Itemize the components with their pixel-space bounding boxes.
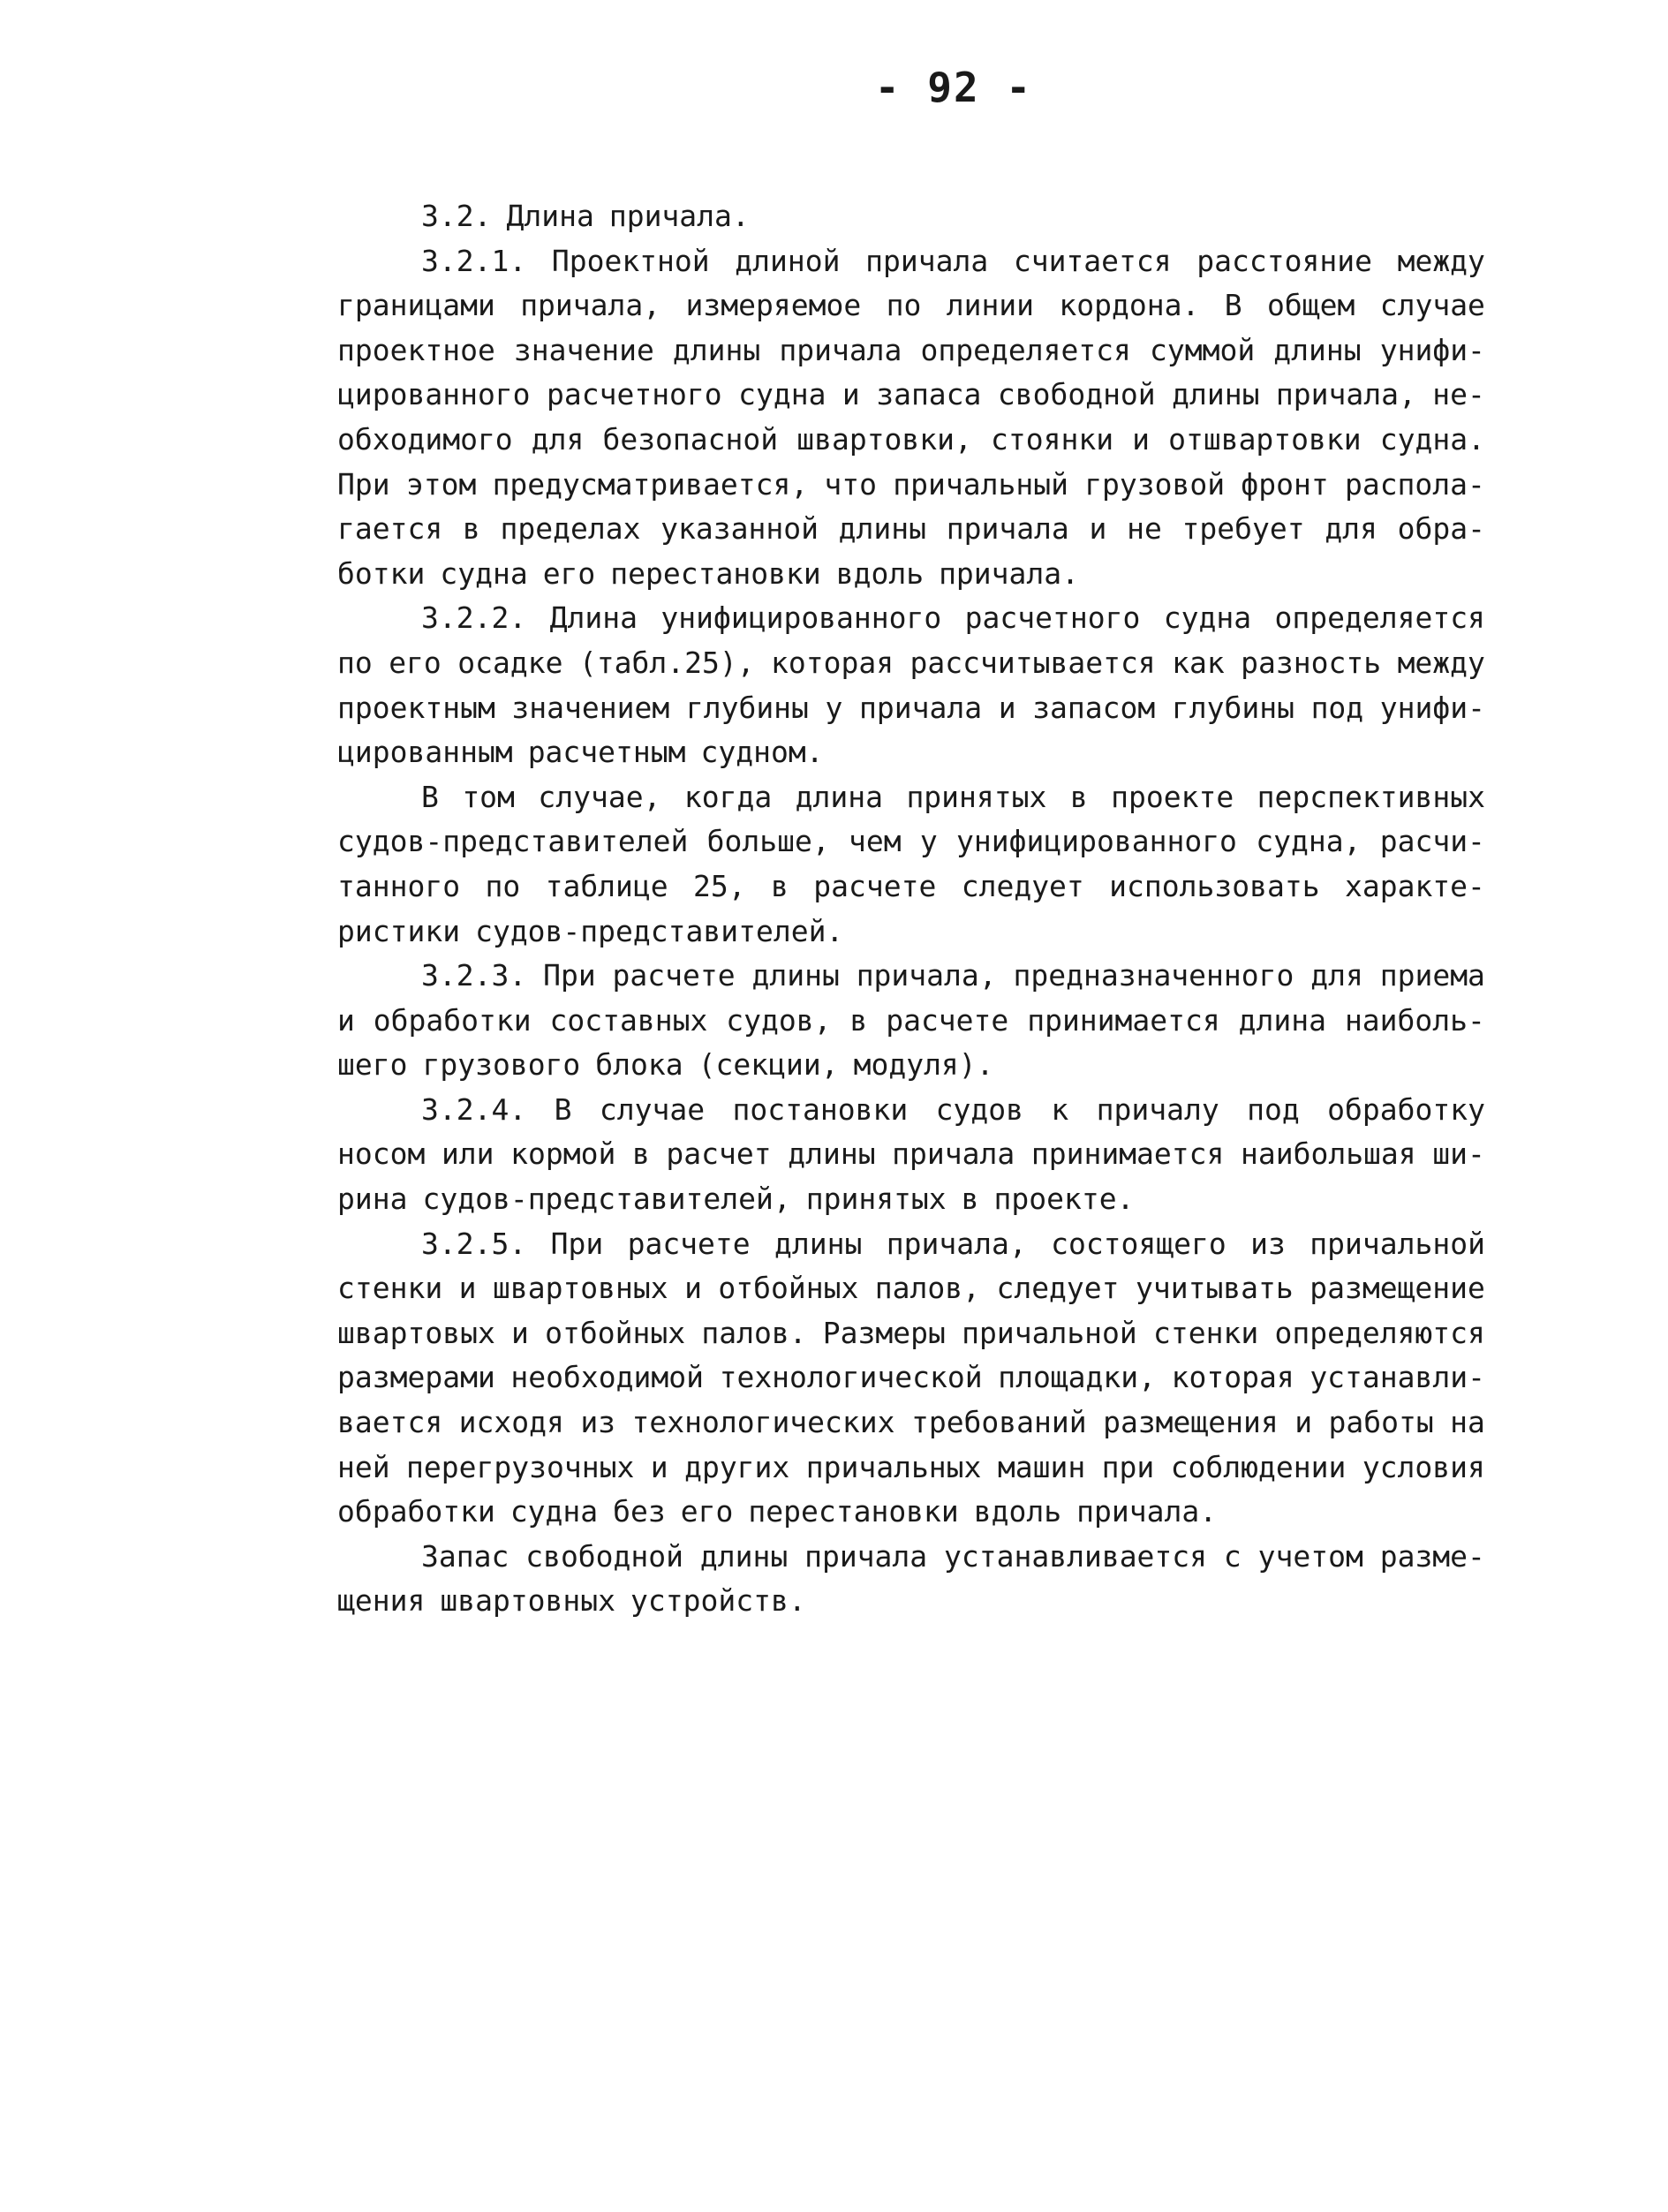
text-line: границами причала, измеряемое по линии кордона. В общем случае (337, 288, 1485, 323)
text-line: стенки и швартовных и отбойных палов, следует учитывать размещение (337, 1271, 1485, 1306)
text-line: танного по таблице 25, в расчете следует использовать характе- (337, 868, 1485, 903)
text-line: В том случае, когда длина принятых в проекте перспективных (421, 779, 1485, 814)
text-line: ней перегрузочных и других причальных машин при соблюдении условия (337, 1449, 1485, 1484)
text-line: ботки судна его перестановки вдоль причала. (337, 555, 1080, 591)
text-line: вается исходя из технологических требований размещения и работы на (337, 1405, 1485, 1440)
text-line: 3.2.4. В случае постановки судов к причалу под обработку (421, 1091, 1485, 1127)
text-line: цированным расчетным судном. (337, 735, 824, 770)
text-line: рина судов-представителей, принятых в проекте. (337, 1181, 1135, 1217)
text-line: При этом предусматривается, что причальный грузовой фронт распола- (337, 466, 1485, 502)
text-line: и обработки составных судов, в расчете принимается длина наиболь- (337, 1002, 1485, 1038)
body-text (337, 194, 1485, 1624)
text-line: обработки судна без его перестановки вдоль причала. (337, 1494, 1218, 1529)
text-line: размерами необходимой технологической площадки, которая устанавли- (337, 1360, 1485, 1395)
text-line: Запас свободной длины причала устанавливается с учетом разме- (421, 1538, 1485, 1574)
text-line: обходимого для безопасной швартовки, стоянки и отшвартовки судна. (337, 421, 1485, 457)
text-line: проектное значение длины причала определяется суммой длины унифи- (337, 332, 1485, 367)
text-line: по его осадке (табл.25), которая рассчитывается как разность между (337, 645, 1485, 680)
text-line: проектным значением глубины у причала и запасом глубины под унифи- (337, 690, 1485, 725)
text-line: 3.2.3. При расчете длины причала, предназначенного для приема (421, 958, 1485, 993)
text-line: щения швартовных устройств. (337, 1583, 806, 1619)
text-line: носом или кормой в расчет длины причала принимается наибольшая ши- (337, 1136, 1485, 1172)
page-number: - 92 - (874, 64, 1033, 111)
text-line: цированного расчетного судна и запаса свободной длины причала, не- (337, 377, 1485, 412)
text-line: 3.2.5. При расчете длины причала, состоящего из причальной (421, 1226, 1485, 1261)
text-line: судов-представителей больше, чем у унифицированного судна, расчи- (337, 824, 1485, 859)
text-line: 3.2.1. Проектной длиной причала считается расстояние между (421, 243, 1485, 278)
text-line: швартовых и отбойных палов. Размеры причальной стенки определяются (337, 1315, 1485, 1350)
text-line: 3.2. Длина причала. (421, 199, 750, 233)
text-line: ристики судов-представителей. (337, 913, 844, 948)
text-line: гается в пределах указанной длины причала и не требует для обра- (337, 511, 1485, 547)
text-line: 3.2.2. Длина унифицированного расчетного судна определяется (421, 600, 1485, 636)
text-line: шего грузового блока (секции, модуля). (337, 1047, 994, 1083)
